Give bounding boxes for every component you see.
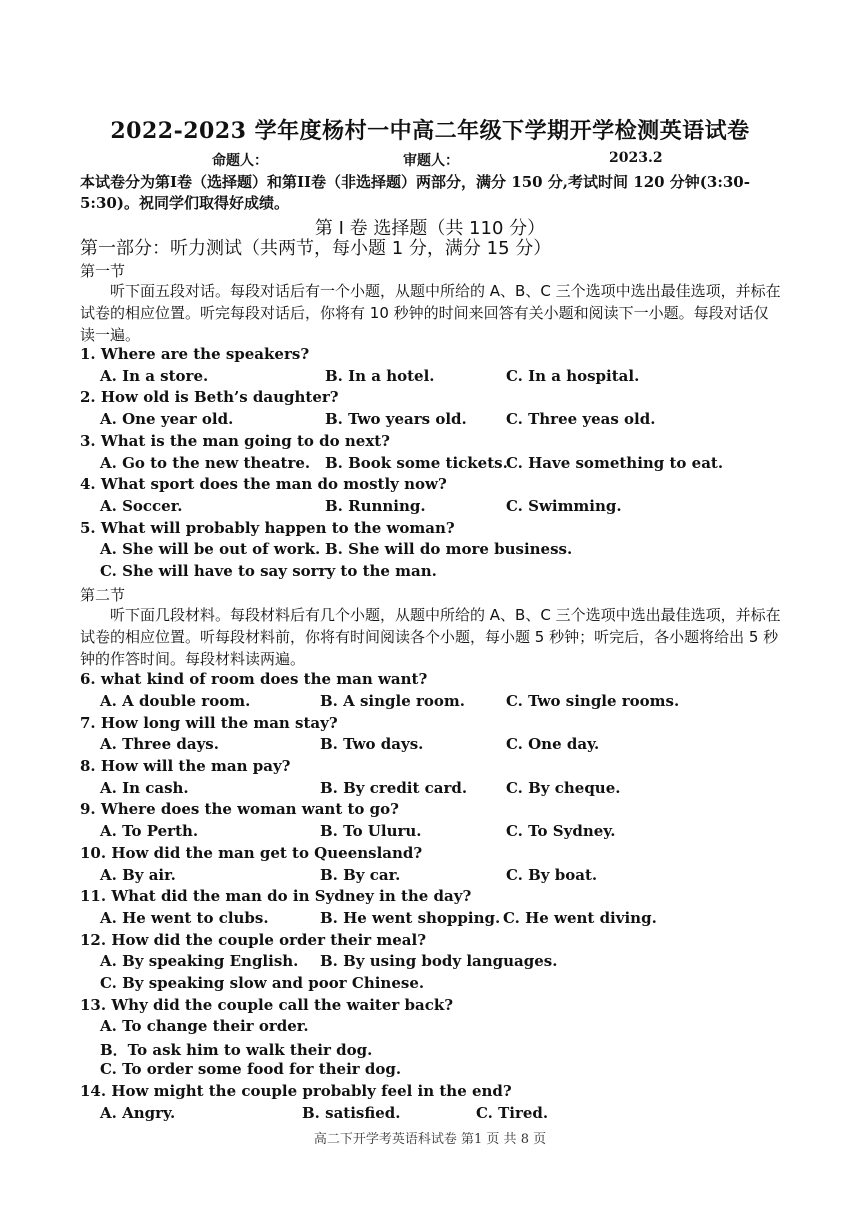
q2-option-c: C. Three yeas old.	[506, 410, 656, 428]
q11-option-c: C. He went diving.	[503, 909, 657, 927]
author-label: 命题人：	[212, 153, 268, 169]
q12-option-b: B. By using body languages.	[320, 952, 558, 970]
q3-option-a: A. Go to the new theatre.	[100, 454, 311, 472]
question-4: 4. What sport does the man do mostly now?	[80, 475, 447, 493]
q11-option-b: B. He went shopping.	[320, 909, 501, 927]
question-11: 11. What did the man do in Sydney in the day?	[80, 887, 472, 905]
section1-label: 第一节	[80, 262, 126, 280]
q14-option-c: C. Tired.	[476, 1104, 549, 1122]
q10-option-a: A. By air.	[100, 866, 176, 884]
q10-option-b: B. By car.	[320, 866, 401, 884]
q8-option-c: C. By cheque.	[506, 779, 621, 797]
question-6: 6. what kind of room does the man want?	[80, 670, 428, 688]
section2-instructions: 听下面几段材料。每段材料后有几个小题，从题中所给的 A、B、C 三个选项中选出最佳选项，并标在试卷的相应位置。听每段材料前，你将有时间阅读各个小题，每小题 5 秒钟；听完后，各小题将给出 5 秒钟的作答时间。每段材料读两遍。	[80, 606, 781, 668]
exam-title: 2022-2023 学年度杨村一中高二年级下学期开学检测英语试卷	[110, 118, 750, 144]
section2-label: 第二节	[80, 586, 126, 604]
reviewer-label: 审题人：	[403, 153, 459, 169]
question-7: 7. How long will the man stay?	[80, 714, 338, 732]
q10-option-c: C. By boat.	[506, 866, 598, 884]
question-9: 9. Where does the woman want to go?	[80, 800, 399, 818]
q13-option-b: B．To ask him to walk their dog.	[100, 1041, 373, 1059]
q13-option-c: C. To order some food for their dog.	[100, 1060, 402, 1078]
exam-intro: 本试卷分为第I卷（选择题）和第II卷（非选择题）两部分，满分 150 分,考试时间 120 分钟(3:30-5:30)。祝同学们取得好成绩。	[80, 173, 750, 212]
question-10: 10. How did the man get to Queensland?	[80, 844, 423, 862]
question-3: 3. What is the man going to do next?	[80, 432, 390, 450]
part-title: 第一部分：听力测试（共两节，每小题 1 分，满分 15 分）	[80, 238, 552, 259]
q3-option-b: B. Book some tickets.	[325, 454, 508, 472]
q5-option-c: C. She will have to say sorry to the man.	[100, 562, 437, 580]
q2-option-b: B. Two years old.	[325, 410, 467, 428]
q6-option-a: A. A double room.	[100, 692, 251, 710]
q8-option-a: A. In cash.	[100, 779, 189, 797]
question-2: 2. How old is Beth’s daughter?	[80, 388, 339, 406]
q1-option-a: A. In a store.	[100, 367, 209, 385]
q9-option-b: B. To Uluru.	[320, 822, 422, 840]
q12-option-a: A. By speaking English.	[100, 952, 299, 970]
q4-option-b: B. Running.	[325, 497, 426, 515]
question-12: 12. How did the couple order their meal?	[80, 931, 427, 949]
q9-option-a: A. To Perth.	[100, 822, 199, 840]
page-footer: 高二下开学考英语科试卷 第1 页 共 8 页	[313, 1132, 547, 1147]
q6-option-b: B. A single room.	[320, 692, 465, 710]
question-1: 1. Where are the speakers?	[80, 345, 310, 363]
q11-option-a: A. He went to clubs.	[100, 909, 269, 927]
q7-option-a: A. Three days.	[100, 735, 219, 753]
q2-option-a: A. One year old.	[100, 410, 234, 428]
q4-option-a: A. Soccer.	[100, 497, 183, 515]
q14-option-b: B. satisfied.	[302, 1104, 401, 1122]
question-8: 8. How will the man pay?	[80, 757, 291, 775]
section1-instructions: 听下面五段对话。每段对话后有一个小题，从题中所给的 A、B、C 三个选项中选出最佳选项，并标在试卷的相应位置。听完每段对话后，你将有 10 秒钟的时间来回答有关小题和阅读下一小题。每段对话仅读一遍。	[80, 282, 781, 344]
question-14: 14. How might the couple probably feel in the end?	[80, 1082, 512, 1100]
q1-option-b: B. In a hotel.	[325, 367, 435, 385]
q1-option-c: C. In a hospital.	[506, 367, 640, 385]
q5-option-a: A. She will be out of work.	[100, 540, 321, 558]
q4-option-c: C. Swimming.	[506, 497, 622, 515]
q13-option-a: A. To change their order.	[100, 1017, 309, 1035]
volume-title: 第 I 卷 选择题（共 110 分）	[314, 218, 546, 239]
question-13: 13. Why did the couple call the waiter back?	[80, 996, 454, 1014]
q6-option-c: C. Two single rooms.	[506, 692, 680, 710]
q12-option-c: C. By speaking slow and poor Chinese.	[100, 974, 425, 992]
q7-option-c: C. One day.	[506, 735, 600, 753]
q9-option-c: C. To Sydney.	[506, 822, 616, 840]
q7-option-b: B. Two days.	[320, 735, 424, 753]
exam-date: 2023.2	[609, 150, 663, 166]
q14-option-a: A. Angry.	[100, 1104, 176, 1122]
q3-option-c: C. Have something to eat.	[506, 454, 724, 472]
q8-option-b: B. By credit card.	[320, 779, 468, 797]
question-5: 5. What will probably happen to the woman?	[80, 519, 455, 537]
q5-option-b: B. She will do more business.	[325, 540, 573, 558]
